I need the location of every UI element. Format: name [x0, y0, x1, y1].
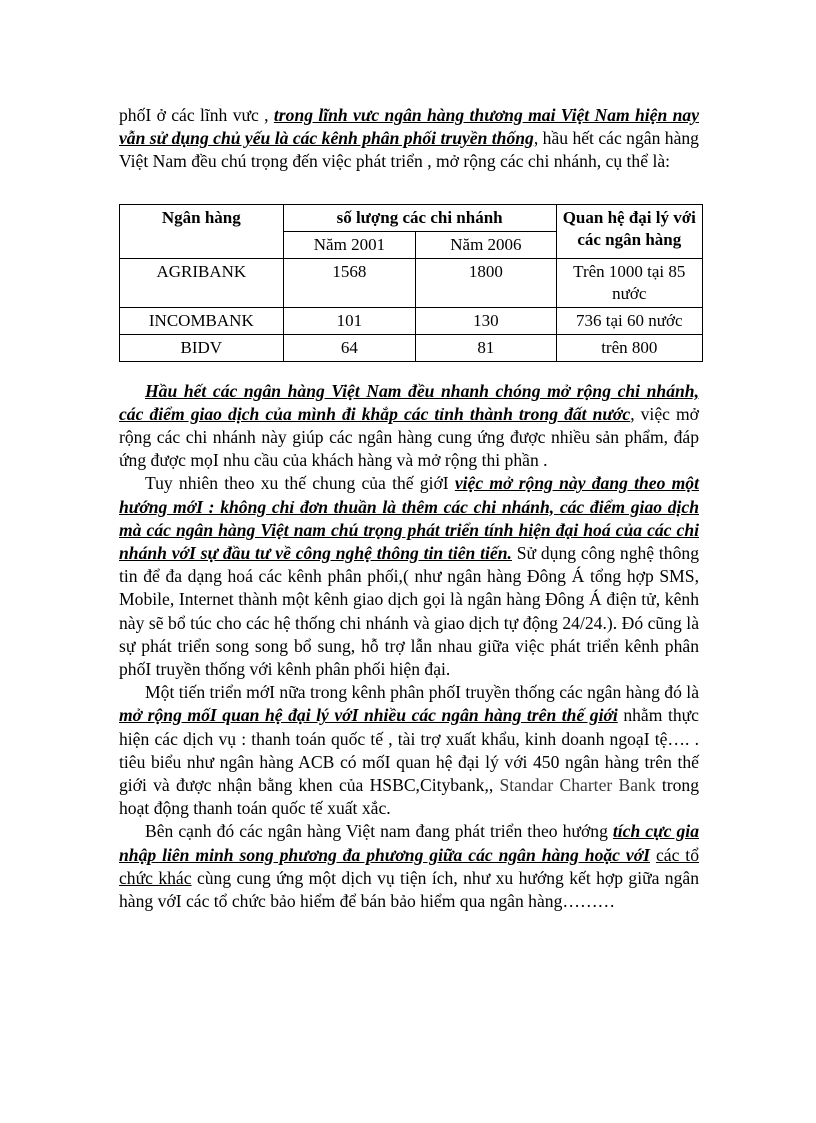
cell-bank: INCOMBANK — [120, 307, 284, 334]
cell-2006: 81 — [416, 334, 556, 361]
cell-agency: trên 800 — [556, 334, 702, 361]
cell-2001: 101 — [283, 307, 416, 334]
table-row — [120, 334, 703, 361]
para2-text: Tuy nhiên theo xu thế chung của thế giớI — [145, 473, 455, 494]
para1-text: , việc mở rộng các chi nhánh này giúp các ngân hàng cung ứng được nhiều sản phẩm, đáp ứng được mọI nhu cầu của khách hàng và mở rộng thi phần . — [119, 403, 699, 471]
intro-emphasis: trong lĩnh vưc ngân hàng thương mai Việt Nam hiện nay vẫn sử dụng chủ yếu là các kênh phân phối truyền thống — [119, 105, 700, 149]
para3-text-mid: nhằm thực hiện các dịch vụ : thanh toán quốc tế , tài trợ xuất khẩu, kinh doanh ngoạI tệ…. . tiêu biểu như ngân hàng ACB có mốI quan hệ đại lý với 450 ngân hàng trên thế giới và được nhận bằng khen của HSBC,Citybank,, — [119, 705, 699, 796]
cell-agency: Trên 1000 tại 85 nước — [556, 258, 702, 307]
paragraph-3 — [119, 681, 699, 820]
cell-2001: 1568 — [283, 258, 416, 307]
cell-2006: 130 — [416, 307, 556, 334]
intro-text-end: , hầu hết các ngân hàng Việt Nam đều chú trọng đến việc phát triển , mở rộng các chi nhánh, cụ thể là: — [119, 128, 699, 172]
header-year-2001: Năm 2001 — [283, 231, 416, 258]
para2-emphasis: việc mở rộng này đang theo một hướng mớI : không chỉ đơn thuần là thêm các chi nhánh, các điểm giao dịch mà các ngân hàng Việt nam chú trọng phát triển tính hiện đại hoá của các chi nhánh vớI sự đầu tư về công nghệ thông tin tiên tiến. — [119, 473, 699, 564]
para3-emphasis: mở rộng mốI quan hệ đại lý vớI nhiều các ngân hàng trên thế giới — [119, 705, 618, 726]
table-row — [120, 307, 703, 334]
header-branches: số lượng các chi nhánh — [283, 204, 556, 231]
cell-2001: 64 — [283, 334, 416, 361]
intro-text: phốI ở các lĩnh vưc , — [119, 105, 274, 125]
para4-text-end: cùng cung ứng một dịch vụ tiện ích, như xu hướng kết hợp giữa ngân hàng vớI các tổ chức bảo hiểm để bán bảo hiểm qua ngân hàng……… — [119, 867, 700, 912]
cell-bank: BIDV — [120, 334, 284, 361]
cell-agency: 736 tại 60 nước — [556, 307, 702, 334]
intro-paragraph — [119, 104, 699, 174]
cell-2006: 1800 — [416, 258, 556, 307]
header-agency: Quan hệ đại lý với các ngân hàng — [556, 204, 702, 258]
para3-bank-name: Standar Charter Bank — [499, 775, 656, 796]
paragraph-2 — [119, 472, 699, 681]
document-page — [119, 104, 699, 913]
para1-emphasis: Hầu hết các ngân hàng Việt Nam đều nhanh chóng mở rộng chi nhánh, các điểm giao dịch của mình đi khắp các tỉnh thành trong đất nước — [119, 380, 699, 424]
header-year-2006: Năm 2006 — [416, 231, 556, 258]
para3-text-end: trong hoạt động thanh toán quốc tế xuất xắc. — [119, 775, 699, 819]
para4-underlined: các tổ chức khác — [119, 844, 699, 888]
branch-table — [119, 204, 703, 362]
para3-text: Một tiến triển mớI nữa trong kênh phân phốI truyền thống các ngân hàng đó là — [145, 682, 699, 703]
header-bank: Ngân hàng — [120, 204, 284, 258]
paragraph-1 — [119, 380, 699, 473]
cell-bank: AGRIBANK — [120, 258, 284, 307]
paragraph-4 — [119, 820, 699, 913]
para4-emphasis: tích cực gia nhập liên minh song phương đa phương giữa các ngân hàng hoặc vớI — [119, 821, 699, 865]
table-row — [120, 258, 703, 307]
para2-text-end: Sử dụng công nghệ thông tin để đa dạng hoá các kênh phân phối,( như ngân hàng Đông Á tổng hợp SMS, Mobile, Internet thành một kênh giao dịch gọi là ngân hàng Đông Á điện tử, kênh này sẽ bổ túc cho các hệ thống chi nhánh và giao dịch tự động 24/24.). Đó cũng là sự phát triển song song bổ sung, hỗ trợ lẫn nhau giữa việc phát triển kênh phân phốI truyền thống với kênh phân phối hiện đại. — [119, 543, 699, 680]
para4-text: Bên cạnh đó các ngân hàng Việt nam đang phát triển theo hướng — [145, 821, 613, 842]
table-header-row — [120, 204, 703, 231]
